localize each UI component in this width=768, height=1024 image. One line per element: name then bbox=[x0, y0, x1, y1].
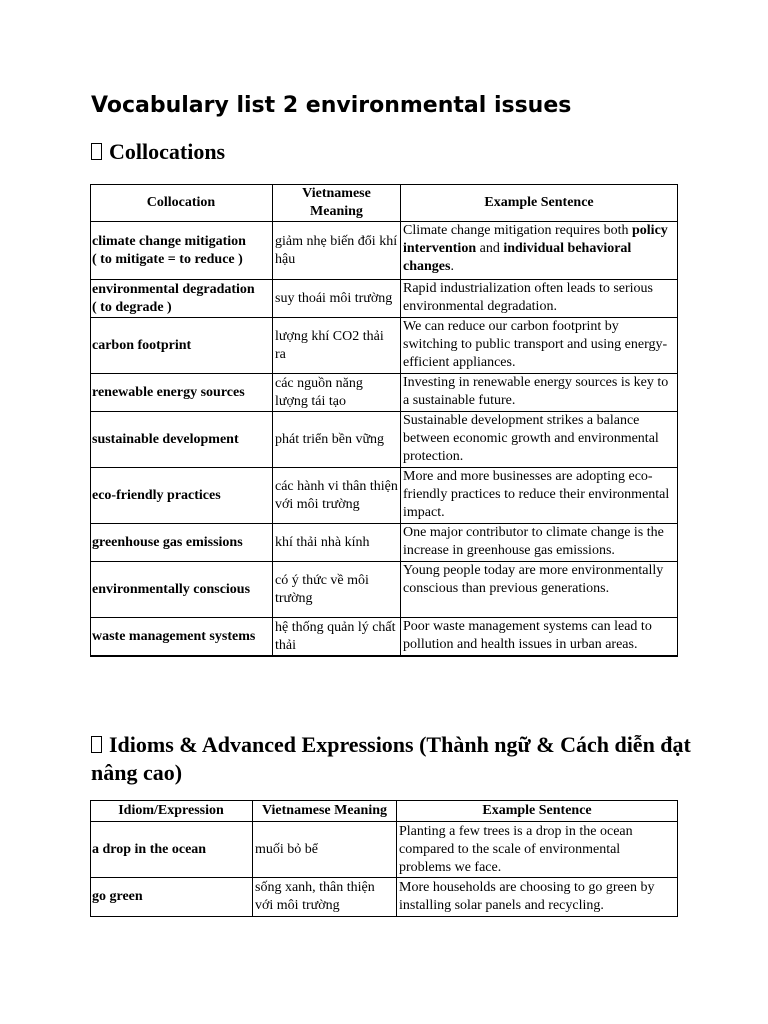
meaning-cell: có ý thức về môi trường bbox=[273, 562, 401, 618]
example-text: Rapid industrialization often leads to serious environmental degradation. bbox=[403, 281, 654, 314]
term-line: climate change mitigation bbox=[92, 233, 246, 249]
term-line: environmental degradation bbox=[92, 281, 255, 297]
table-row bbox=[90, 524, 678, 562]
term-cell bbox=[90, 878, 253, 917]
example-cell bbox=[401, 318, 678, 374]
example-text: Poor waste management systems can lead to pollution and health issues in urban areas. bbox=[403, 619, 652, 652]
example-text: Planting a few trees is a drop in the ocean compared to the scale of environmental problems we face. bbox=[399, 823, 633, 875]
table-row bbox=[90, 374, 678, 412]
table-row bbox=[90, 822, 678, 878]
meaning-cell: các hành vi thân thiện với môi trường bbox=[273, 468, 401, 524]
table-row bbox=[90, 468, 678, 524]
example-cell bbox=[401, 280, 678, 318]
table-row bbox=[90, 318, 678, 374]
table-row bbox=[90, 280, 678, 318]
example-cell bbox=[401, 656, 678, 657]
example-text: More and more businesses are adopting eco-friendly practices to reduce their environmental impact. bbox=[403, 469, 670, 520]
term-line: eco-friendly practices bbox=[92, 487, 221, 503]
table-row bbox=[90, 562, 678, 618]
meaning-cell: hệ thống quản lý chất thải bbox=[273, 618, 401, 656]
term-line: a drop in the ocean bbox=[92, 841, 207, 857]
term-cell bbox=[90, 562, 273, 618]
idioms-table bbox=[90, 800, 678, 918]
example-text: We can reduce our carbon footprint by switching to public transport and using energy-efficient appliances. bbox=[403, 319, 668, 370]
section-heading-collocations bbox=[91, 138, 225, 166]
table-header-row bbox=[90, 800, 678, 822]
example-cell bbox=[401, 412, 678, 468]
term-cell bbox=[90, 618, 273, 656]
term-cell bbox=[90, 222, 273, 280]
section-heading-label: Collocations bbox=[109, 139, 226, 164]
table-header-row bbox=[90, 184, 678, 222]
meaning-cell: sống xanh, thân thiện với môi trường bbox=[253, 878, 397, 917]
term-cell bbox=[90, 374, 273, 412]
term-cell bbox=[90, 412, 273, 468]
term-line: sustainable development bbox=[92, 431, 239, 447]
column-header: Example Sentence bbox=[397, 800, 678, 822]
term-line: ( to degrade ) bbox=[92, 299, 172, 315]
table-row bbox=[90, 878, 678, 917]
term-cell bbox=[90, 524, 273, 562]
column-header: Vietnamese Meaning bbox=[253, 800, 397, 822]
term-cell bbox=[90, 822, 253, 878]
example-cell bbox=[401, 562, 678, 618]
meaning-cell: muối bỏ bể bbox=[253, 822, 397, 878]
example-cell bbox=[397, 822, 678, 878]
example-text: Young people today are more environmentally conscious than previous generations. bbox=[403, 563, 664, 596]
example-text: One major contributor to climate change is the increase in greenhouse gas emissions. bbox=[403, 525, 664, 558]
page-title: Vocabulary list 2 environmental issues bbox=[91, 93, 572, 118]
example-text: More households are choosing to go green by installing solar panels and recycling. bbox=[399, 880, 655, 913]
term-line: waste management systems bbox=[92, 628, 256, 644]
table-row bbox=[90, 222, 678, 280]
meaning-cell: phát triển bền vững bbox=[273, 412, 401, 468]
example-cell bbox=[401, 374, 678, 412]
meaning-cell: khí thải nhà kính bbox=[273, 524, 401, 562]
example-emphasis: individual behavioral changes bbox=[403, 241, 632, 274]
section-heading-label: Idioms & Advanced Expressions (Thành ngữ & Cách diễn đạt nâng cao) bbox=[91, 732, 691, 785]
term-line bbox=[92, 656, 270, 657]
term-line: ( to mitigate = to reduce ) bbox=[92, 251, 243, 267]
example-cell bbox=[401, 468, 678, 524]
meaning-cell: giảm nhẹ biến đổi khí hậu bbox=[273, 222, 401, 280]
column-header: Idiom/Expression bbox=[90, 800, 253, 822]
term-line: renewable energy sources bbox=[92, 384, 245, 400]
example-text: Investing in renewable energy sources is key to a sustainable future. bbox=[403, 375, 669, 408]
example-cell bbox=[401, 524, 678, 562]
meaning-cell: lượng khí CO2 thải ra bbox=[273, 318, 401, 374]
term-line: go green bbox=[92, 889, 143, 904]
example-cell bbox=[397, 878, 678, 917]
term-line: carbon footprint bbox=[92, 337, 192, 353]
example-cell bbox=[401, 222, 678, 280]
term-cell bbox=[90, 656, 273, 657]
term-line: greenhouse gas emissions bbox=[92, 534, 243, 550]
example-text: Sustainable development strikes a balance between economic growth and environmental protection. bbox=[403, 413, 659, 464]
term-cell bbox=[90, 280, 273, 318]
example-text: Climate change mitigation requires both bbox=[403, 223, 632, 238]
example-cell bbox=[401, 618, 678, 656]
table-row bbox=[90, 618, 678, 656]
term-cell bbox=[90, 468, 273, 524]
term-line: environmentally conscious bbox=[92, 581, 251, 597]
example-text: and bbox=[476, 241, 504, 256]
column-header: Example Sentence bbox=[401, 184, 678, 222]
collocation-table bbox=[90, 184, 678, 695]
missing-glyph-icon bbox=[91, 736, 102, 753]
example-emphasis: policy intervention bbox=[403, 223, 668, 256]
meaning-cell: các nguồn năng lượng tái tạo bbox=[273, 374, 401, 412]
table-row bbox=[90, 412, 678, 468]
section-heading-idioms bbox=[91, 731, 691, 787]
example-text: . bbox=[450, 259, 454, 274]
term-cell bbox=[90, 318, 273, 374]
meaning-cell: suy thoái môi trường bbox=[273, 280, 401, 318]
column-header: Collocation bbox=[90, 184, 273, 222]
column-header: Vietnamese Meaning bbox=[273, 184, 401, 222]
meaning-cell bbox=[273, 656, 401, 657]
missing-glyph-icon bbox=[91, 143, 102, 160]
